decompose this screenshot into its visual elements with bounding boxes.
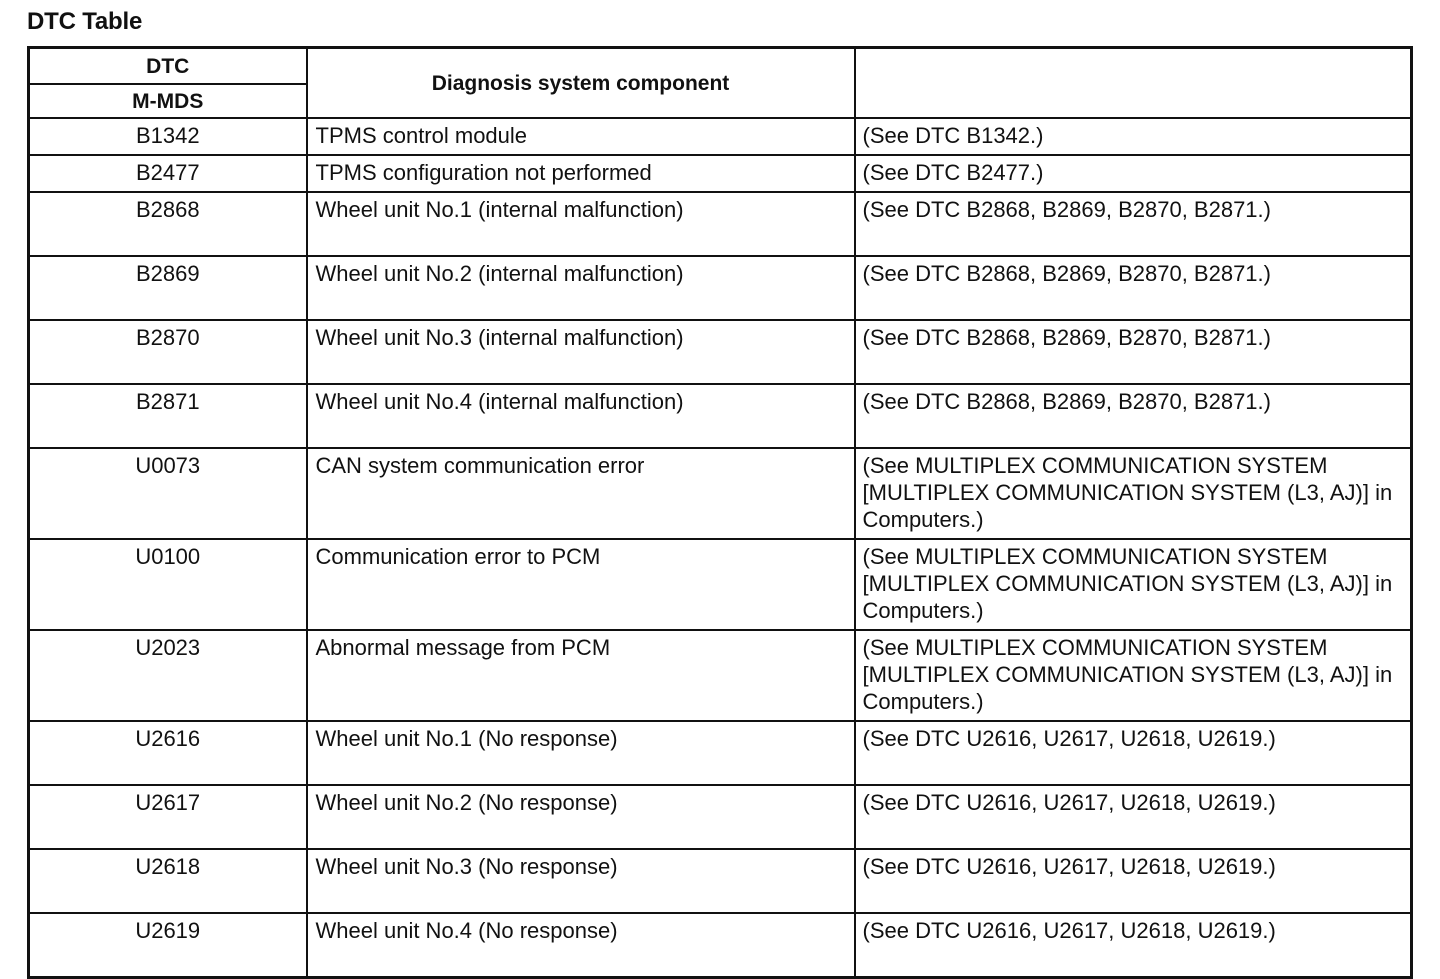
table-row <box>29 256 1412 320</box>
table-row <box>29 118 1412 155</box>
reference-text: (See MULTIPLEX COMMUNICATION SYSTEM [MULTIPLEX COMMUNICATION SYSTEM (L3, AJ)] in Computers.) <box>855 448 1412 539</box>
dtc-code: B2871 <box>29 384 307 448</box>
component-name: Wheel unit No.4 (internal malfunction) <box>307 384 855 448</box>
component-name: Wheel unit No.1 (internal malfunction) <box>307 192 855 256</box>
table-row <box>29 913 1412 978</box>
table-row <box>29 785 1412 849</box>
header-reference <box>855 48 1412 119</box>
table-row <box>29 320 1412 384</box>
reference-text: (See DTC B2477.) <box>855 155 1412 192</box>
reference-text: (See DTC B1342.) <box>855 118 1412 155</box>
component-name: TPMS configuration not performed <box>307 155 855 192</box>
dtc-code: U0073 <box>29 448 307 539</box>
component-name: Communication error to PCM <box>307 539 855 630</box>
header-mmds: M-MDS <box>29 84 307 118</box>
dtc-code: B2868 <box>29 192 307 256</box>
reference-text: (See DTC U2616, U2617, U2618, U2619.) <box>855 721 1412 785</box>
reference-text: (See DTC B2868, B2869, B2870, B2871.) <box>855 384 1412 448</box>
component-name: Abnormal message from PCM <box>307 630 855 721</box>
reference-text: (See DTC B2868, B2869, B2870, B2871.) <box>855 320 1412 384</box>
page-title: DTC Table <box>27 8 143 35</box>
header-component: Diagnosis system component <box>307 48 855 119</box>
dtc-code: B1342 <box>29 118 307 155</box>
reference-text: (See DTC U2616, U2617, U2618, U2619.) <box>855 913 1412 978</box>
component-name: CAN system communication error <box>307 448 855 539</box>
component-name: Wheel unit No.1 (No response) <box>307 721 855 785</box>
dtc-code: U0100 <box>29 539 307 630</box>
table-row <box>29 155 1412 192</box>
reference-text: (See MULTIPLEX COMMUNICATION SYSTEM [MULTIPLEX COMMUNICATION SYSTEM (L3, AJ)] in Computers.) <box>855 539 1412 630</box>
component-name: Wheel unit No.3 (internal malfunction) <box>307 320 855 384</box>
dtc-code: B2869 <box>29 256 307 320</box>
table-row <box>29 849 1412 913</box>
table-row <box>29 448 1412 539</box>
dtc-code: U2617 <box>29 785 307 849</box>
reference-text: (See DTC B2868, B2869, B2870, B2871.) <box>855 192 1412 256</box>
dtc-code: U2619 <box>29 913 307 978</box>
header-dtc: DTC <box>29 48 307 85</box>
component-name: Wheel unit No.2 (No response) <box>307 785 855 849</box>
dtc-table <box>27 46 1413 979</box>
table-row <box>29 721 1412 785</box>
table-row <box>29 539 1412 630</box>
table-row <box>29 384 1412 448</box>
dtc-code: B2870 <box>29 320 307 384</box>
table-row <box>29 192 1412 256</box>
table-header-row <box>29 48 1412 85</box>
dtc-code: U2023 <box>29 630 307 721</box>
component-name: Wheel unit No.2 (internal malfunction) <box>307 256 855 320</box>
component-name: TPMS control module <box>307 118 855 155</box>
dtc-code: U2616 <box>29 721 307 785</box>
reference-text: (See DTC U2616, U2617, U2618, U2619.) <box>855 849 1412 913</box>
component-name: Wheel unit No.3 (No response) <box>307 849 855 913</box>
table-row <box>29 630 1412 721</box>
reference-text: (See DTC B2868, B2869, B2870, B2871.) <box>855 256 1412 320</box>
component-name: Wheel unit No.4 (No response) <box>307 913 855 978</box>
reference-text: (See DTC U2616, U2617, U2618, U2619.) <box>855 785 1412 849</box>
reference-text: (See MULTIPLEX COMMUNICATION SYSTEM [MULTIPLEX COMMUNICATION SYSTEM (L3, AJ)] in Computers.) <box>855 630 1412 721</box>
dtc-code: U2618 <box>29 849 307 913</box>
dtc-code: B2477 <box>29 155 307 192</box>
